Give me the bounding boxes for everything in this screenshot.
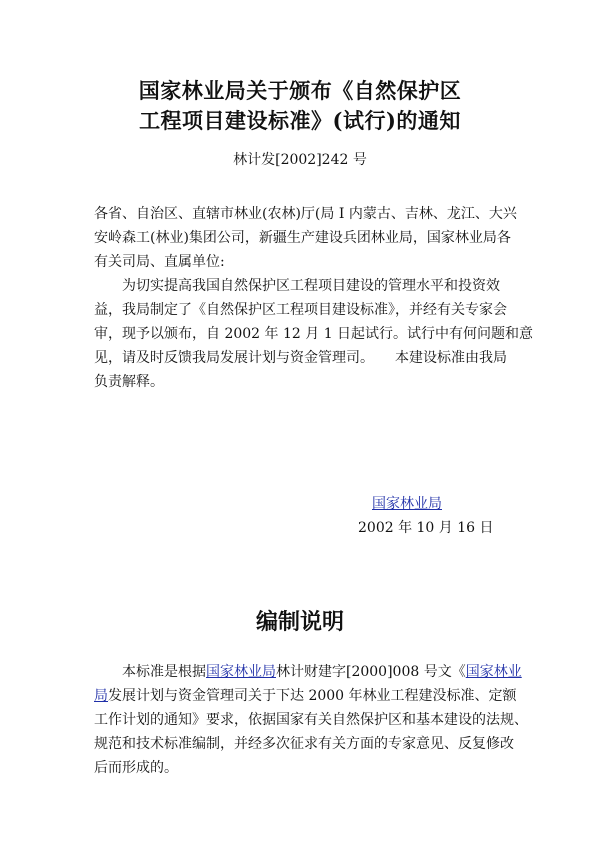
notice-body-line-4: 见，请及时反馈我局发展计划与资金管理司。 本建设标准由我局 xyxy=(94,350,507,366)
addressee-line-2: 安岭森工(林业)集团公司，新疆生产建设兵团林业局，国家林业局各 xyxy=(94,230,511,246)
forestry-bureau-link[interactable]: 国家林业局 xyxy=(206,664,276,680)
addressee-line-3: 有关司局、直属单位: xyxy=(94,254,225,270)
addressee-line-1: 各省、自治区、直辖市林业(农林)厅(局 I 内蒙古、吉林、龙江、大兴 xyxy=(94,206,517,222)
section-heading: 编制说明 xyxy=(255,609,344,635)
notice-body-line-2: 益，我局制定了《自然保护区工程项目建设标准》，并经有关专家会 xyxy=(94,302,507,318)
notice-body-line-3: 审，现予以颁布，自 2002 年 12 月 1 日起试行。试行中有何问题和意 xyxy=(94,326,534,342)
explanation-line-5: 后而形成的。 xyxy=(94,760,178,776)
explanation-text: 林计财建字[2000]008 号文《 xyxy=(276,664,466,680)
forestry-bureau-link-2-cont[interactable]: 局 xyxy=(94,688,108,704)
notice-title-line-1: 国家林业局关于颁布《自然保护区 xyxy=(138,78,462,103)
explanation-paragraph xyxy=(94,660,528,780)
notice-body-line-1: 为切实提高我国自然保护区工程项目建设的管理水平和投资效 xyxy=(122,278,500,294)
forestry-bureau-link-2[interactable]: 国家林业 xyxy=(465,664,522,680)
document-number: 林计发[2002]242 号 xyxy=(233,152,367,168)
issue-date: 2002 年 10 月 16 日 xyxy=(358,520,494,536)
addressee-paragraph xyxy=(94,202,524,274)
notice-body-line-5: 负责解释。 xyxy=(94,374,164,390)
explanation-line-3: 工作计划的通知》要求，依据国家有关自然保护区和基本建设的法规、 xyxy=(94,712,528,728)
notice-body-paragraph xyxy=(94,274,534,394)
explanation-line-2 xyxy=(94,684,524,708)
explanation-line-1 xyxy=(94,660,524,684)
notice-title-line-2: 工程项目建设标准》(试行)的通知 xyxy=(139,108,461,133)
explanation-line-4: 规范和技术标准编制，并经多次征求有关方面的专家意见、反复修改 xyxy=(94,736,514,752)
explanation-text: 发展计划与资金管理司关于下达 2000 年林业工程建没标准、定额 xyxy=(108,688,517,704)
signer-link[interactable]: 国家林业局 xyxy=(372,496,442,512)
notice-title xyxy=(60,76,540,136)
explanation-text: 本标准是根据 xyxy=(122,664,206,680)
